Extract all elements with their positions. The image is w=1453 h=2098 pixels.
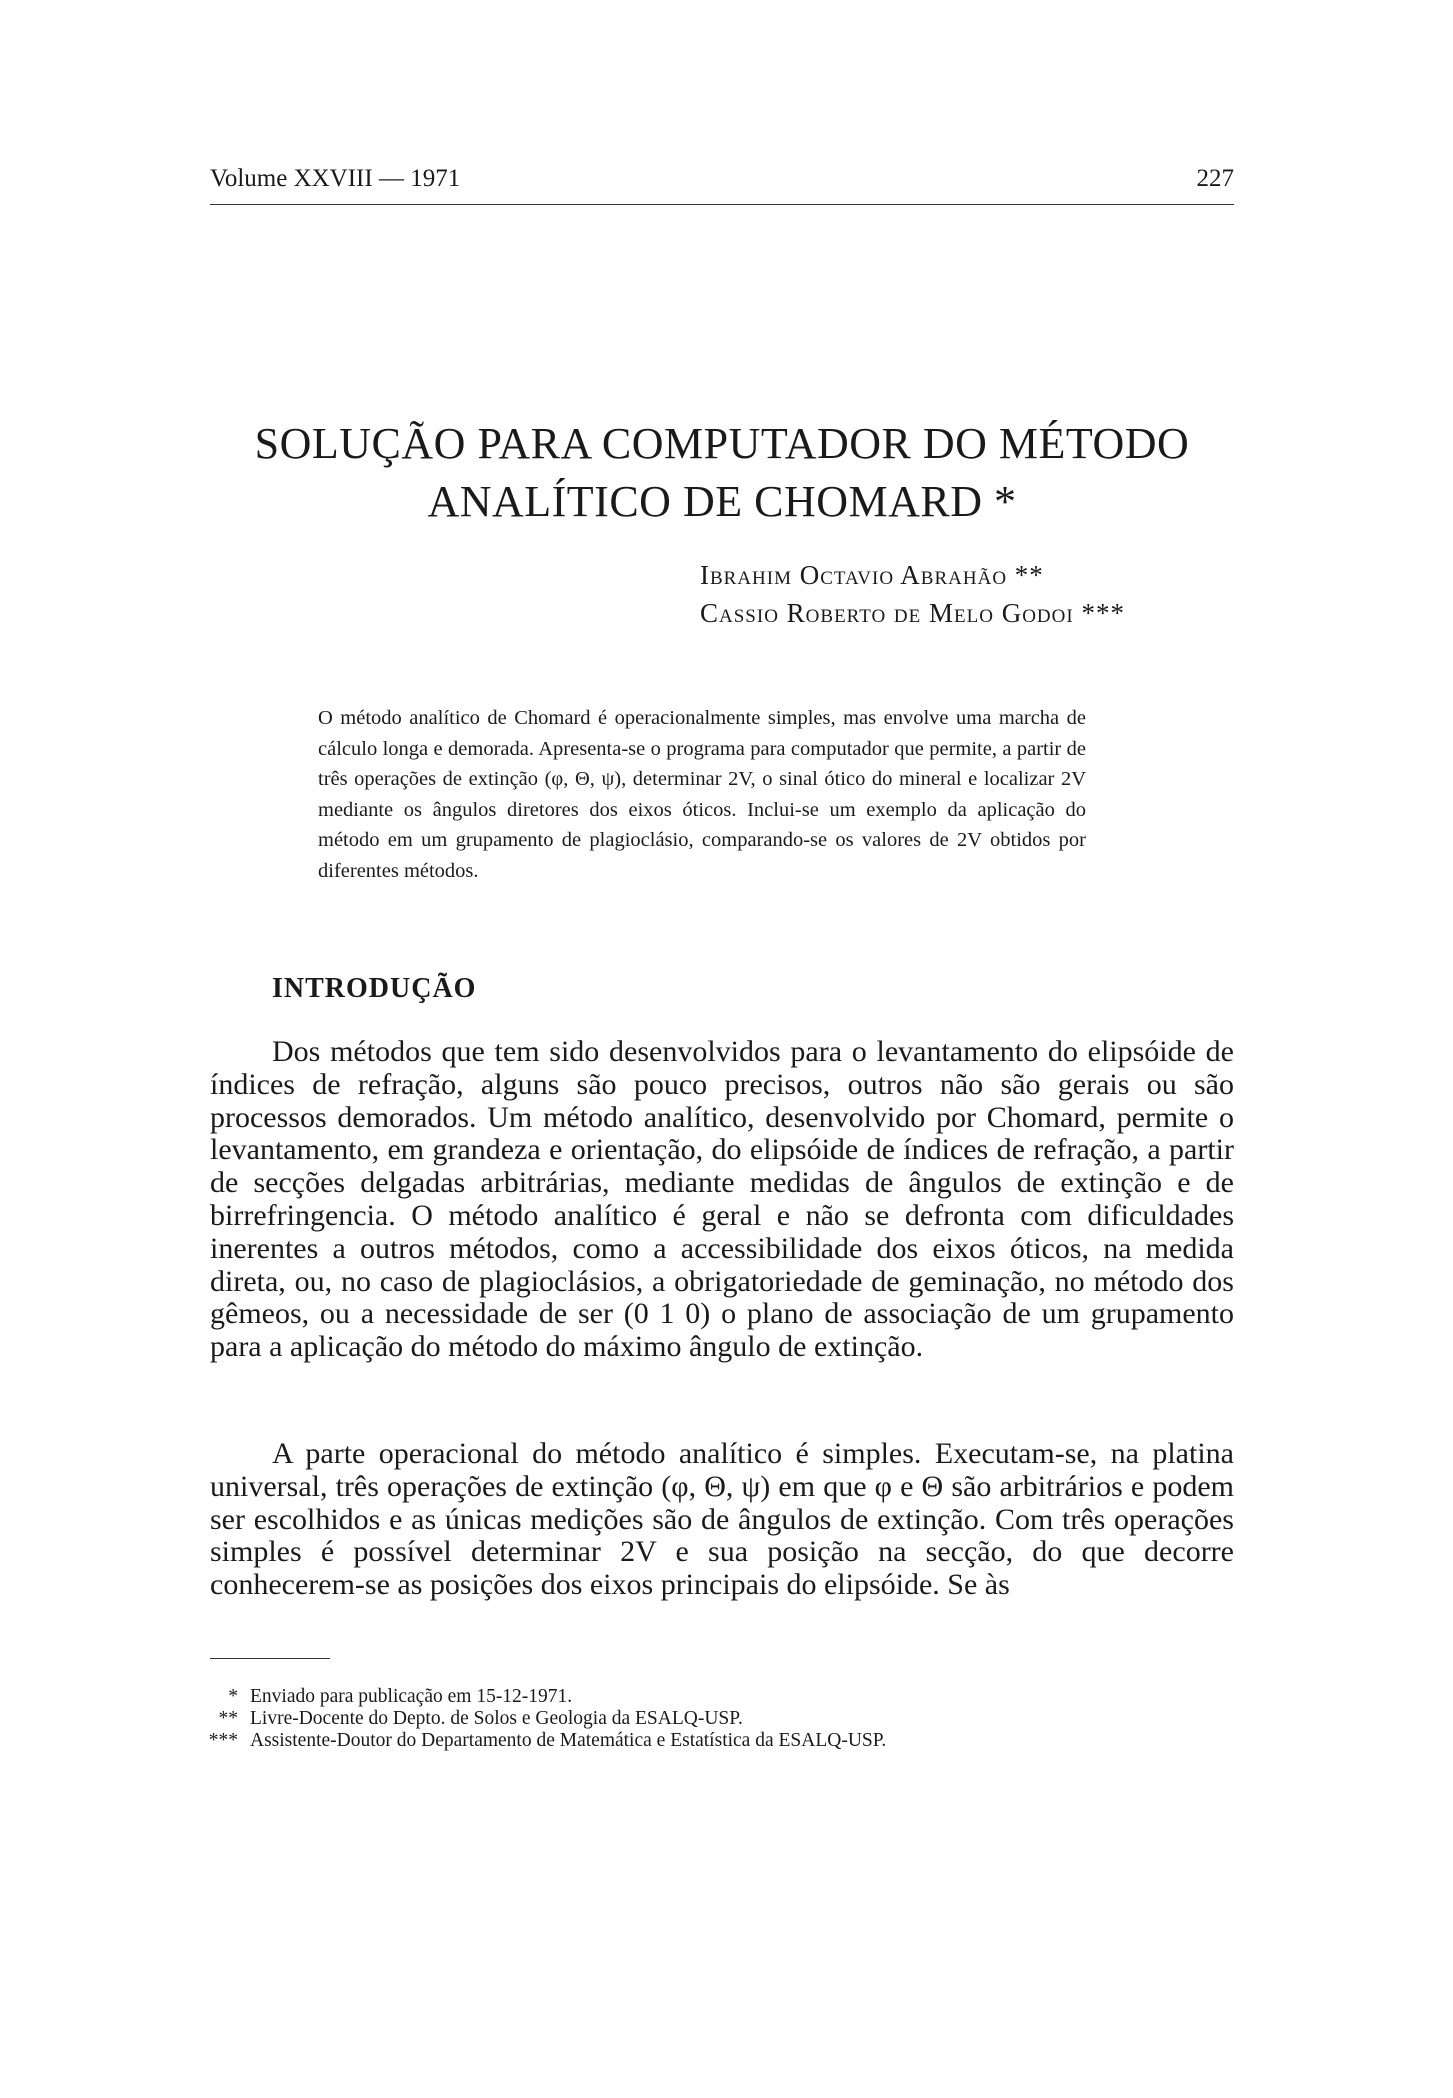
footnote-mark: *** <box>208 1730 238 1751</box>
title-line-1: SOLUÇÃO PARA COMPUTADOR DO MÉTODO <box>254 419 1190 469</box>
section-heading: INTRODUÇÃO <box>272 973 477 1004</box>
footnote-text: Enviado para publicação em 15-12-1971. <box>250 1686 573 1707</box>
author-name: Cassio Roberto de Melo Godoi *** <box>700 598 1125 628</box>
body-paragraph: A parte operacional do método analítico é simples. Executam-se, na platina universal, três operações de extinção (φ, Θ, ψ) em que φ e Θ são arbitrários e podem ser escolhidos e as únicas medições são de ângulos de extinção. Com três operações simples é possível determinar 2V e sua posição na secção, do que decorre conhecerem-se as posições dos eixos principais do elipsóide. Se às <box>210 1437 1234 1602</box>
footnote <box>180 1730 1240 1752</box>
abstract: O método analítico de Chomard é operacionalmente simples, mas envolve uma marcha de cálculo longa e demorada. Apresenta-se o programa para computador que permite, a partir de três operações de extinção (φ, Θ, ψ), determinar 2V, o sinal ótico do mineral e localizar 2V mediante os ângulos diretores dos eixos óticos. Inclui-se um exemplo da aplicação do método em um grupamento de plagioclásio, comparando-se os valores de 2V obtidos por diferentes métodos. <box>318 707 1086 882</box>
page-number: 227 <box>1196 165 1234 192</box>
footnote-mark: * <box>228 1686 238 1707</box>
footnotes <box>180 1686 1240 1752</box>
author-list <box>700 556 1260 632</box>
footnote-text: Livre-Docente do Depto. de Solos e Geologia da ESALQ-USP. <box>250 1708 743 1729</box>
title-line-2: ANALÍTICO DE CHOMARD * <box>427 477 1017 527</box>
footnote <box>180 1686 1240 1708</box>
author-name: Ibrahim Octavio Abrahão ** <box>700 560 1044 590</box>
footnote-divider <box>210 1658 330 1659</box>
footnote-mark: ** <box>218 1708 238 1729</box>
footnote-text: Assistente-Doutor do Departamento de Matemática e Estatística da ESALQ-USP. <box>250 1730 887 1751</box>
paper-title <box>210 415 1234 531</box>
footnote <box>180 1708 1240 1730</box>
body-paragraph: Dos métodos que tem sido desenvolvidos para o levantamento do elipsóide de índices de refração, alguns são pouco precisos, outros não são gerais ou são processos demorados. Um método analítico, desenvolvido por Chomard, permite o levantamento, em grandeza e orientação, do elipsóide de índices de refração, a partir de secções delgadas arbitrárias, mediante medidas de ângulos de extinção e de birrefringencia. O método analítico é geral e não se defronta com dificuldades inerentes a outros métodos, como a accessibilidade dos eixos óticos, na medida direta, ou, no caso de plagioclásios, a obrigatoriedade de geminação, no método dos gêmeos, ou a necessidade de ser (0 1 0) o plano de associação de um grupamento para a aplicação do método do máximo ângulo de extinção. <box>210 1035 1234 1364</box>
running-header <box>210 164 1234 205</box>
journal-volume: Volume XXVIII — 1971 <box>210 165 461 192</box>
